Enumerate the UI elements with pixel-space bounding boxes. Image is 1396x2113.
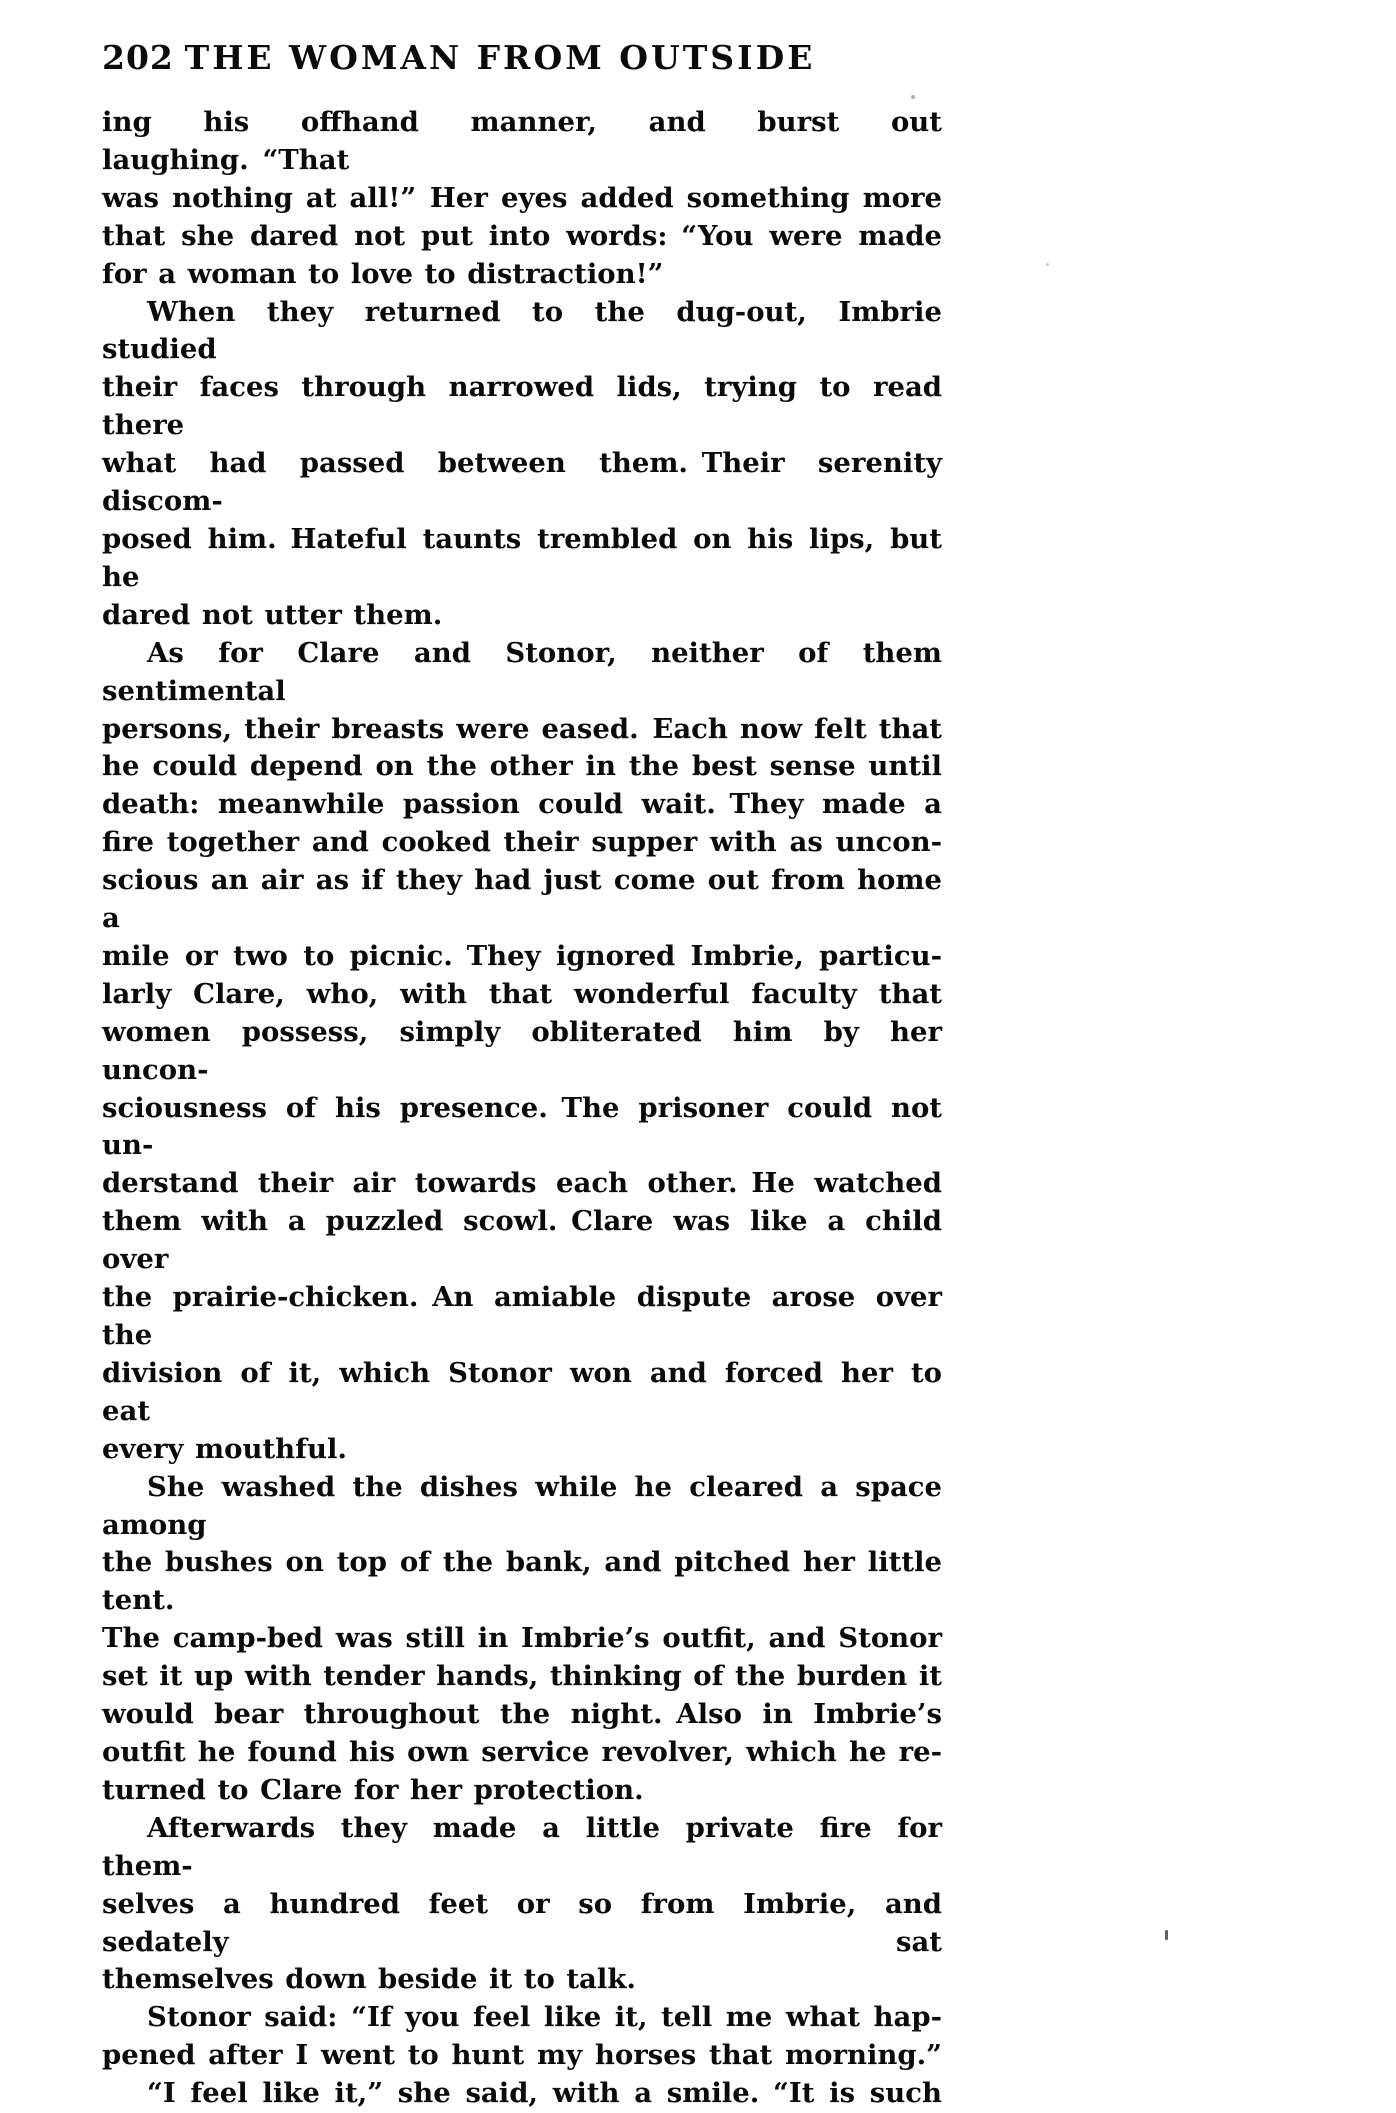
text-line: selves a hundred feet or so from Imbrie, and sedately sat: [102, 1887, 942, 1958]
text-line: turned to Clare for her protection.: [102, 1773, 644, 1806]
text-line: scious an air as if they had just come out from home a: [102, 864, 942, 935]
text-line: pened after I went to hunt my horses that morning.”: [102, 2039, 942, 2072]
text-line: Afterwards they made a little private fire for them-: [102, 1811, 942, 1882]
paragraph: [102, 1810, 942, 2000]
paragraph: [102, 294, 942, 635]
text-line: mile or two to picnic. They ignored Imbrie, particu-: [102, 939, 942, 972]
text-line: would bear throughout the night. Also in Imbrie’s: [102, 1698, 942, 1731]
text-line: set it up with tender hands, thinking of the burden it: [102, 1660, 942, 1693]
text-line: persons, their breasts were eased. Each now felt that: [102, 712, 942, 745]
text-line: themselves down beside it to talk.: [102, 1963, 636, 1996]
text-line: that she dared not put into words: “You were made: [102, 219, 942, 252]
text-line: posed him. Hateful taunts trembled on his lips, but he: [102, 522, 942, 593]
text-line: fire together and cooked their supper with as uncon-: [102, 826, 942, 859]
page-body: [102, 104, 942, 2113]
scan-speck: [911, 95, 915, 99]
text-line: them with a puzzled scowl. Clare was like a child over: [102, 1205, 942, 1276]
running-title: THE WOMAN FROM OUTSIDE: [184, 38, 816, 77]
text-line: their faces through narrowed lids, trying to read there: [102, 371, 942, 442]
text-line: ing his offhand manner, and burst out laughing. “That: [102, 106, 942, 176]
text-line: what had passed between them. Their serenity discom-: [102, 447, 942, 518]
text-line: the prairie-chicken. An amiable dispute arose over the: [102, 1281, 942, 1351]
paragraph: [102, 635, 942, 1469]
text-line: “I feel like it,” she said, with a smile. “It is such: [147, 2077, 942, 2110]
text-line: derstand their air towards each other. He watched: [102, 1167, 942, 1200]
text-line: he could depend on the other in the best sense until: [102, 750, 942, 783]
text-line: When they returned to the dug-out, Imbrie studied: [102, 295, 942, 366]
text-line: As for Clare and Stonor, neither of them sentimental: [102, 636, 942, 707]
paragraph: [102, 1469, 942, 1810]
text-line: was nothing at all!” Her eyes added something more: [102, 181, 942, 214]
text-line: for a woman to love to distraction!”: [102, 257, 664, 290]
paragraph: [102, 1999, 942, 2075]
text-line: larly Clare, who, with that wonderful faculty that: [102, 977, 942, 1010]
text-line: outfit he found his own service revolver, which he re-: [102, 1735, 942, 1768]
paragraph: [102, 104, 942, 294]
text-line: The camp-bed was still in Imbrie’s outfit, and Stonor: [102, 1622, 942, 1655]
scan-speck: [1046, 263, 1049, 266]
text-line: division of it, which Stonor won and forced her to eat: [102, 1356, 942, 1427]
text-line: Stonor said: “If you feel like it, tell me what hap-: [147, 2001, 942, 2034]
paragraph: [102, 2075, 942, 2113]
page-number: 202: [102, 38, 174, 77]
scan-speck: [1165, 1930, 1168, 1940]
text-line: She washed the dishes while he cleared a space among: [102, 1470, 942, 1541]
text-line: dared not utter them.: [102, 598, 443, 631]
text-line: sciousness of his presence. The prisoner could not un-: [102, 1091, 942, 1162]
text-line: every mouthful.: [102, 1432, 347, 1465]
text-line: death: meanwhile passion could wait. They made a: [102, 788, 942, 821]
page-header: [102, 38, 942, 84]
text-line: women possess, simply obliterated him by her uncon-: [102, 1015, 942, 1086]
text-line: the bushes on top of the bank, and pitched her little tent.: [102, 1546, 942, 1617]
